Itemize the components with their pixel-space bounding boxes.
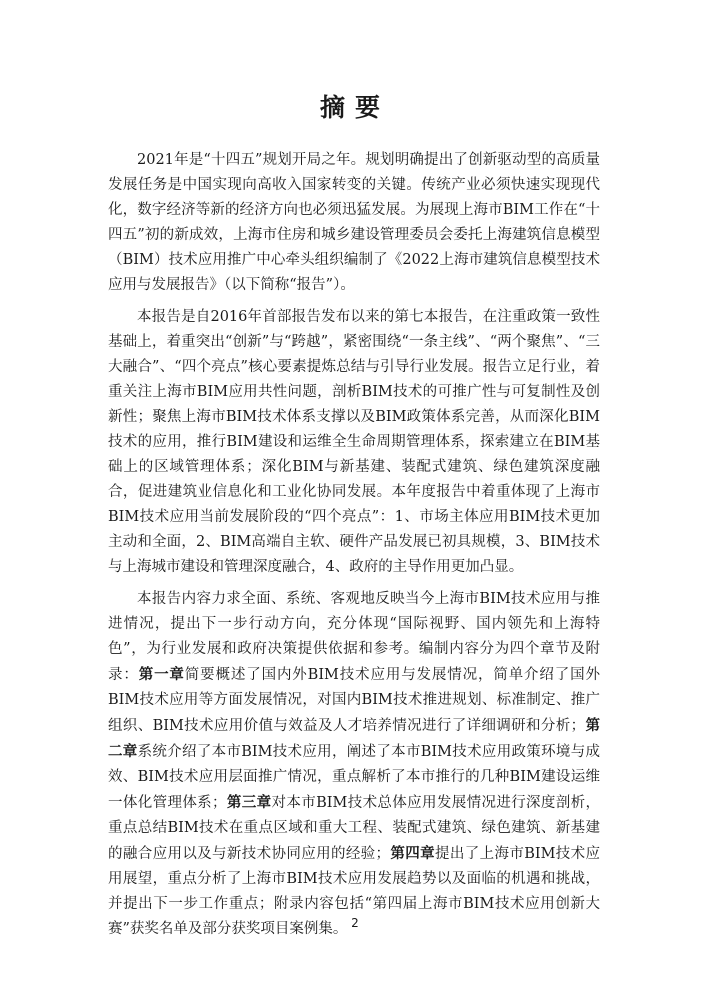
chapter-1-summary: 简要概述了国内外BIM技术应用与发展情况，简单介绍了国外BIM技术应用等方面发展情况，对国内BIM技术推进规划、标准制定、推广组织、BIM技术应用价值与效益及人才培养情况进行了详细调研和分析； [108,667,600,734]
chapter-4-summary: 提出了上海市BIM技术应用展望，重点分析了上海市BIM技术应用发展趋势以及面临的机遇和挑战，并提出下一步工作重点；附录内容包括“第四届上海市BIM技术应用创新大赛”获奖名单及部分获奖项目案例集。 [108,846,601,937]
chapter-2-label: 第二章 [108,717,601,760]
chapter-2-summary: 系统介绍了本市BIM技术应用，阐述了本市BIM技术应用政策环境与成效、BIM技术应用层面推广情况，重点解析了本市推行的几种BIM建设运维一体化管理体系； [108,744,600,811]
chapter-3-label: 第三章 [226,794,272,811]
chapter-1-label: 第一章 [138,666,185,683]
paragraph-3-intro: 本报告内容力求全面、系统、客观地反映当今上海市BIM技术应用与推进情况，提出下一步行动方向，充分体现“国际视野、国内领先和上海特色”，为行业发展和政府决策提供依据和参考。编制内容分为四个章节及附录： [108,591,600,683]
paragraph-2: 本报告是自2016年首部报告发布以来的第七本报告，在注重政策一致性基础上，着重突出“创新”与“跨越”，紧密围绕“一条主线”、“两个聚焦”、“三大融合”、“四个亮点”核心要素提炼总结与引导行业发展。报告立足行业，着重关注上海市BIM应用共性问题，剖析BIM技术的可推广性与可复制性及创新性；聚焦上海市BIM技术体系支撑以及BIM政策体系完善，从而深化BIM技术的应用，推行BIM建设和运维全生命周期管理体系，探索建立在BIM基础上的区域管理体系；深化BIM与新基建、装配式建筑、绿色建筑深度融合，促进建筑业信息化和工业化协同发展。本年度报告中着重体现了上海市BIM技术应用当前发展阶段的“四个亮点”：1、市场主体应用BIM技术更加主动和全面，2、BIM高端自主软、硬件产品发展已初具规模，3、BIM技术与上海城市建设和管理深度融合，4、政府的主导作用更加凸显。 [108,309,600,575]
chapter-4-label: 第四章 [390,845,436,862]
chapter-3-summary: 对本市BIM技术总体应用发展情况进行深度剖析，重点总结BIM技术在重点区域和重大工程、装配式建筑、绿色建筑、新基建的融合应用以及与新技术协同应用的经验； [108,795,601,862]
paragraph-3 [108,587,600,942]
abstract-body [108,148,600,949]
page-number: 2 [351,916,359,930]
page-title: 摘要 [319,93,390,122]
paragraph-1: 2021年是“十四五”规划开局之年。规划明确提出了创新驱动型的高质量发展任务是中国实现向高收入国家转变的关键。传统产业必须快速实现现代化，数字经济等新的经济方向也必须迅猛发展。为展现上海市BIM工作在“十四五”初的新成效，上海市住房和城乡建设管理委员会委托上海建筑信息模型（BIM）技术应用推广中心牵头组织编制了《2022上海市建筑信息模型技术应用与发展报告》（以下简称“报告”）。 [108,152,600,293]
